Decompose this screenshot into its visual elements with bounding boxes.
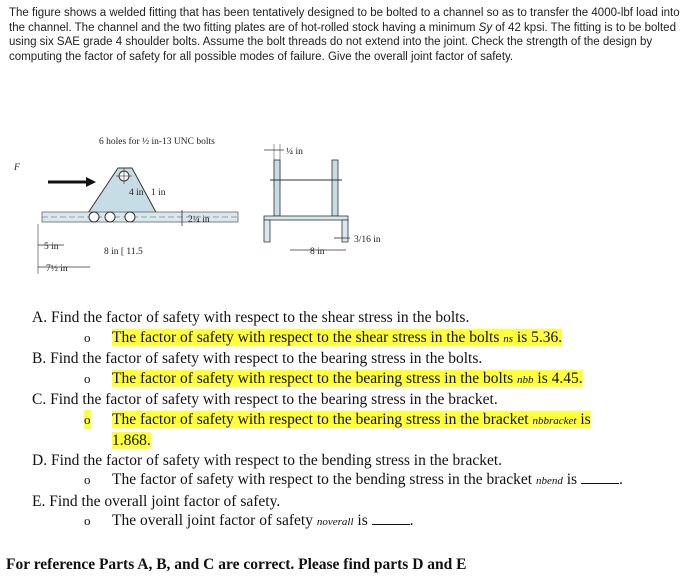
- answer-e-blank[interactable]: [372, 512, 410, 525]
- answer-d-end: .: [618, 471, 623, 488]
- bullet-c: o: [84, 410, 91, 430]
- answer-c: [32, 410, 696, 451]
- bolt-1: [89, 212, 99, 222]
- answer-c-symbol: nbbracket: [532, 414, 577, 427]
- channel-web: [264, 216, 348, 220]
- dim-5in: 5 in: [44, 242, 59, 252]
- dim-3-16in: 3/16 in: [354, 235, 381, 245]
- yield-strength-symbol: Sy: [478, 21, 493, 34]
- answer-b: [32, 369, 696, 391]
- dim-2-25in: 2¼ in: [188, 215, 210, 225]
- answer-e: [32, 511, 696, 533]
- bolt-3: [125, 212, 135, 222]
- answer-b-pre: The factor of safety with respect to the bearing stress in the bolts: [112, 369, 518, 387]
- answer-e-end: .: [409, 512, 414, 529]
- answer-c-post: is 1.868.: [112, 410, 591, 449]
- fitting-plate-left: [274, 160, 280, 216]
- answer-e-symbol: noverall: [316, 516, 354, 528]
- bullet-d: o: [84, 472, 91, 487]
- dim-7-5in: 7½ in: [46, 264, 68, 274]
- bullet-e: o: [84, 513, 91, 528]
- fitting-figure: [14, 126, 428, 286]
- answer-a-post: is 5.36.: [513, 328, 563, 346]
- bolt-2: [105, 212, 115, 222]
- channel-label: 8 in [ 11.5: [104, 247, 143, 257]
- question-c: C. Find the factor of safety with respect to the bearing stress in the bracket.: [32, 391, 498, 408]
- answer-d: [32, 470, 696, 492]
- problem-text-2: of 42 kpsi. The fitting is to be bolted using six SAE grade 4 shoulder bolts. Assume the bolt threads do not extend into the joint. Check the strength of the design by computing the factor of safety for all possible modes of failure. Give the overall joint factor of safety.: [9, 21, 676, 63]
- force-label: F: [14, 163, 20, 173]
- footer-note: For reference Parts A, B, and C are correct. Please find parts D and E: [6, 556, 467, 573]
- answer-d-pre: The factor of safety with respect to the bending stress in the bracket: [112, 471, 536, 488]
- question-d: D. Find the factor of safety with respect to the bending stress in the bracket.: [32, 451, 503, 469]
- fitting-plate-right: [332, 160, 338, 216]
- answer-a: [32, 328, 696, 350]
- answer-a-pre: The factor of safety with respect to the shear stress in the bolts: [112, 328, 504, 346]
- answer-e-pre: The overall joint factor of safety: [112, 512, 317, 529]
- dim-quarter-in: ¼ in: [286, 147, 303, 157]
- dim-1in: 1 in: [151, 188, 166, 198]
- force-arrow-head: [86, 177, 96, 187]
- answer-e-post: is: [353, 512, 368, 529]
- answer-c-pre: The factor of safety with respect to the bearing stress in the bracket: [112, 410, 533, 428]
- dim-4in: 4 in: [129, 188, 144, 198]
- bolts-label: 6 holes for ½ in-13 UNC bolts: [99, 137, 215, 147]
- dim-8in: 8 in: [310, 247, 325, 257]
- answer-d-symbol: nbend: [535, 475, 563, 487]
- question-b: B. Find the factor of safety with respect to the bearing stress in the bolts.: [32, 350, 483, 367]
- problem-text-1: The figure shows a welded fitting that has been tentatively designed to be bolted to a channel so as to transfer the 4000-lbf load into the channel. The channel and the two fitting plates are of hot-rolled stock having a minimum: [9, 7, 680, 34]
- answer-d-post: is: [562, 471, 578, 488]
- answer-b-post: is 4.45.: [533, 369, 583, 387]
- problem-statement: [9, 6, 695, 64]
- bullet-b: o: [84, 370, 91, 386]
- question-e: E. Find the overall joint factor of safety.: [32, 492, 281, 510]
- answer-b-symbol: nbb: [517, 373, 534, 386]
- answer-a-symbol: ns: [503, 332, 514, 345]
- bullet-a: o: [84, 329, 91, 345]
- question-a: A. Find the factor of safety with respect to the shear stress in the bolts.: [32, 309, 470, 326]
- parts-list: [32, 308, 696, 533]
- answer-d-blank[interactable]: [581, 471, 619, 484]
